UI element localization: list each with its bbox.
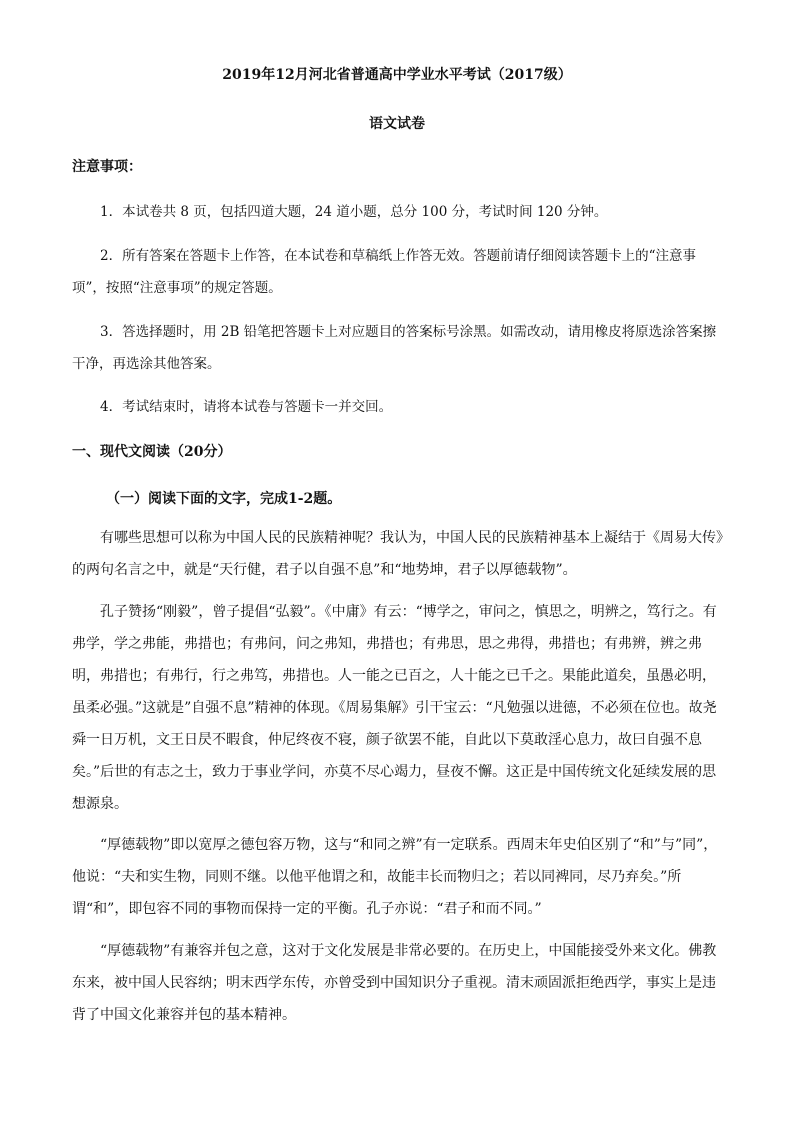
exam-title: 2019年12月河北省普通高中学业水平考试（2017级） [222,67,572,83]
notice-heading: 注意事项： [72,159,142,175]
notice-item: 1．本试卷共 8 页，包括四道大题，24 道小题，总分 100 分，考试时间 120 分钟。 [100,204,608,220]
paper-subtitle: 语文试卷 [369,116,425,132]
notice-item: 3．答选择题时，用 2B 铅笔把答题卡上对应题目的答案标号涂黑。如需改动，请用橡皮将原选涂答案擦干净，再选涂其他答案。 [72,324,717,372]
notice-item: 4．考试结束时，请将本试卷与答题卡一并交回。 [100,399,393,415]
reading-paragraph: “厚德载物”即以宽厚之德包容万物，这与“和同之辨”有一定联系。西周末年史伯区别了“和”与”同”，他说：“夫和实生物，同则不继。以他平他谓之和，故能丰长而物归之；若以同裨同，尽乃弃矣。”所谓“和”，即包容不同的事物而保持一定的平衡。孔子亦说：“君子和而不同。” [72,837,718,917]
reading-paragraph: “厚德载物”有兼容并包之意，这对于文化发展是非常必要的。在历史上，中国能接受外来文化。佛教东来，被中国人民容纳；明末西学东传，亦曾受到中国知识分子重视。清末顽固派拒绝西学，事实上是违背了中国文化兼容并包的基本精神。 [72,943,717,1023]
reading-paragraph: 孔子赞扬“刚毅”，曾子提倡“弘毅”。《中庸》有云：“博学之，审问之，慎思之，明辨之，笃行之。有弗学，学之弗能，弗措也；有弗问，问之弗知，弗措也；有弗思，思之弗得，弗措也；有弗辨，辨之弗明，弗措也；有弗行，行之弗笃，弗措也。人一能之已百之，人十能之已千之。果能此道矣，虽愚必明，虽柔必强。”这就是”自强不息”精神的体现。《周易集解》引干宝云：“凡勉强以进德，不必须在位也。故尧舜一日万机，文王日昃不暇食，仲尼终夜不寝，颜子欲罢不能，自此以下莫敢淫心息力，故曰自强不息矣。”后世的有志之士，致力于事业学问，亦莫不尽心竭力，昼夜不懈。这正是中国传统文化延续发展的思想源泉。 [72,604,717,812]
notice-item: 2．所有答案在答题卡上作答，在本试卷和草稿纸上作答无效。答题前请仔细阅读答题卡上的“注意事项”，按照“注意事项”的规定答题。 [72,248,696,296]
reading-paragraph: 有哪些思想可以称为中国人民的民族精神呢？我认为，中国人民的民族精神基本上凝结于《周易大传》的两句名言之中，就是“天行健，君子以自强不息”和“地势坤，君子以厚德载物”。 [72,530,723,578]
subsection-heading: （一）阅读下面的文字，完成1-2题。 [106,491,342,507]
section-heading: 一、现代文阅读（20分） [72,444,232,460]
